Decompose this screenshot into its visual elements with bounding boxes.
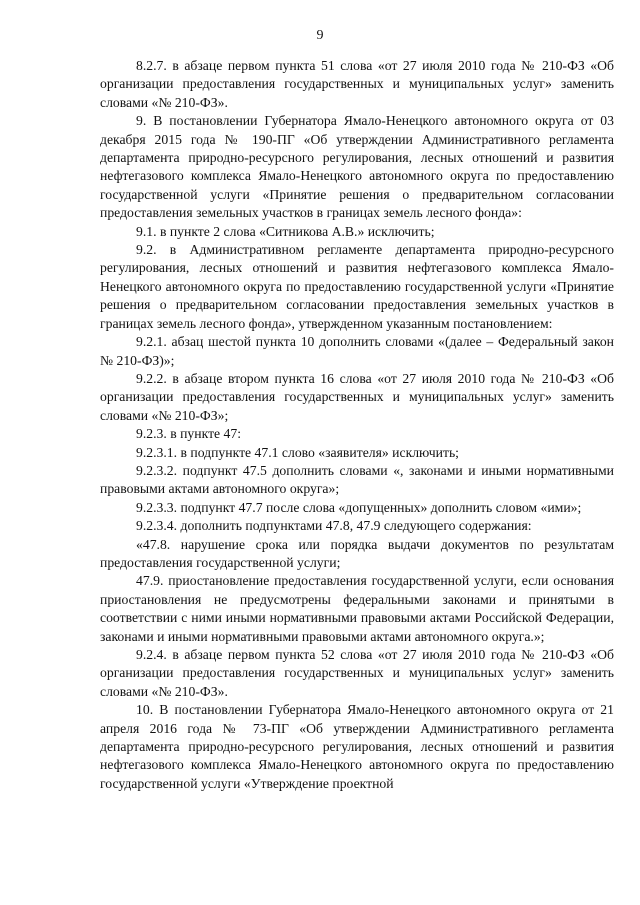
paragraph: 47.9. приостановление предоставления государственной услуги, если основания приостановления не предусмотрены федеральными законами и принятыми в соответствии с ними иными нормативными правовыми актами Российской Федерации, законами и иными нормативными правовыми актами автономного округа.»; <box>100 573 614 644</box>
paragraph: «47.8. нарушение срока или порядка выдачи документов по результатам предоставления государственной услуги; <box>100 536 614 570</box>
paragraph: 9.2. в Административном регламенте департамента природно-ресурсного регулирования, лесных отношений и развития нефтегазового комплекса Ямало-Ненецкого автономного округа по предоставлению государственной услуги «Принятие решения о предварительном согласовании предоставления земельных участков в границах земель лесного фонда», утвержденном указанным постановлением: <box>100 242 614 331</box>
paragraph: 9. В постановлении Губернатора Ямало-Ненецкого автономного округа от 03 декабря 2015 года № 190-ПГ «Об утверждении Административного регламента департамента природно-ресурсного регулирования, лесных отношений и развития нефтегазового комплекса Ямало-Ненецкого автономного округа по предоставлению государственной услуги «Принятие решения о предварительном согласовании предоставления земельных участков в границах земель лесного фонда»: <box>100 113 614 221</box>
paragraph: 9.2.3.2. подпункт 47.5 дополнить словами «, законами и иными нормативными правовыми актами автономного округа»; <box>100 462 614 497</box>
paragraph: 9.2.3.1. в подпункте 47.1 слово «заявителя» исключить; <box>136 444 459 460</box>
paragraph: 9.2.3.3. подпункт 47.7 после слова «допущенных» дополнить словом «ими»; <box>136 499 582 515</box>
paragraph: 9.2.2. в абзаце втором пункта 16 слова «от 27 июля 2010 года № 210-ФЗ «Об организации предоставления государственных и муниципальных услуг» заменить словами «№ 210-ФЗ»; <box>100 370 614 423</box>
paragraph: 9.2.4. в абзаце первом пункта 52 слова «от 27 июля 2010 года № 210-ФЗ «Об организации предоставления государственных и муниципальных услуг» заменить словами «№ 210-ФЗ». <box>100 647 614 699</box>
paragraph: 8.2.7. в абзаце первом пункта 51 слова «от 27 июля 2010 года № 210-ФЗ «Об организации предоставления государственных и муниципальных услуг» заменить словами «№ 210-ФЗ». <box>100 58 614 110</box>
document-body <box>100 57 614 793</box>
page-number: 9 <box>316 28 324 43</box>
paragraph: 10. В постановлении Губернатора Ямало-Ненецкого автономного округа от 21 апреля 2016 года № 73-ПГ «Об утверждении Административного регламента департамента природно-ресурсного регулирования, лесных отношений и развития нефтегазового комплекса Ямало-Ненецкого автономного округа по предоставлению государственной услуги «Утверждение проектной <box>100 702 614 791</box>
paragraph: 9.1. в пункте 2 слова «Ситникова А.В.» исключить; <box>136 223 435 239</box>
paragraph: 9.2.3.4. дополнить подпунктами 47.8, 47.9 следующего содержания: <box>136 518 532 534</box>
paragraph: 9.2.1. абзац шестой пункта 10 дополнить словами «(далее – Федеральный закон № 210-ФЗ)»; <box>100 334 614 368</box>
paragraph: 9.2.3. в пункте 47: <box>136 426 242 442</box>
